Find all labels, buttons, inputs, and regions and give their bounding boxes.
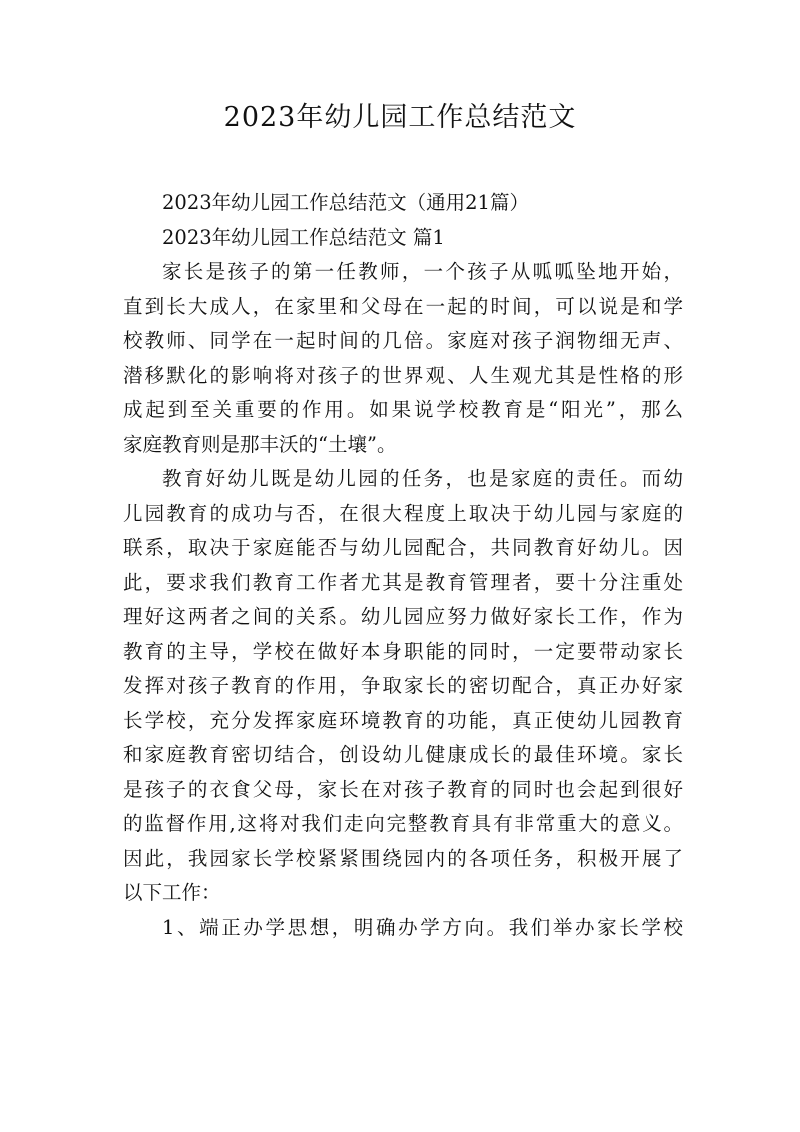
text-line: 2023年幼儿园工作总结范文 篇1 bbox=[162, 225, 445, 249]
text-line: 长学校，充分发挥家庭环境教育的功能，真正使幼儿园教育 bbox=[123, 708, 683, 732]
text-line: 因此，我园家长学校紧紧围绕园内的各项任务，积极开展了 bbox=[123, 846, 683, 870]
text-line: 2023年幼儿园工作总结范文（通用21篇） bbox=[162, 191, 529, 214]
text-line: 是孩子的衣食父母，家长在对孩子教育的同时也会起到很好 bbox=[123, 777, 683, 801]
text-line: 家长是孩子的第一任教师，一个孩子从呱呱坠地开始， bbox=[162, 260, 683, 283]
text-line: 潜移默化的影响将对孩子的世界观、人生观尤其是性格的形 bbox=[123, 363, 683, 387]
text-line: 1、端正办学思想，明确办学方向。我们举办家长学校 bbox=[162, 915, 683, 939]
text-line: 的监督作用,这将对我们走向完整教育具有非常重大的意义。 bbox=[123, 812, 683, 835]
text-line: 儿园教育的成功与否，在很大程度上取决于幼儿园与家庭的 bbox=[123, 501, 683, 525]
text-line: 和家庭教育密切结合，创设幼儿健康成长的最佳环境。家长 bbox=[123, 743, 683, 766]
text-line: 成起到至关重要的作用。如果说学校教育是“阳光”，那么 bbox=[123, 398, 683, 421]
text-line: 发挥对孩子教育的作用，争取家长的密切配合，真正办好家 bbox=[123, 674, 683, 697]
text-line: 直到长大成人，在家里和父母在一起的时间，可以说是和学 bbox=[123, 294, 683, 318]
text-line: 联系，取决于家庭能否与幼儿园配合，共同教育好幼儿。因 bbox=[123, 536, 683, 559]
text-line: 教育的主导，学校在做好本身职能的同时，一定要带动家长 bbox=[123, 639, 683, 663]
document-body bbox=[123, 186, 683, 945]
text-line: 理好这两者之间的关系。幼儿园应努力做好家长工作，作为 bbox=[123, 605, 683, 628]
text-line: 教育好幼儿既是幼儿园的任务，也是家庭的责任。而幼 bbox=[162, 467, 683, 490]
text-line: 家庭教育则是那丰沃的“土壤”。 bbox=[123, 432, 397, 456]
document-title: 2023年幼儿园工作总结范文 bbox=[223, 102, 577, 133]
text-line: 校教师、同学在一起时间的几倍。家庭对孩子润物细无声、 bbox=[123, 329, 683, 352]
text-line: 此，要求我们教育工作者尤其是教育管理者，要十分注重处 bbox=[123, 570, 683, 594]
text-line: 以下工作： bbox=[123, 881, 221, 904]
